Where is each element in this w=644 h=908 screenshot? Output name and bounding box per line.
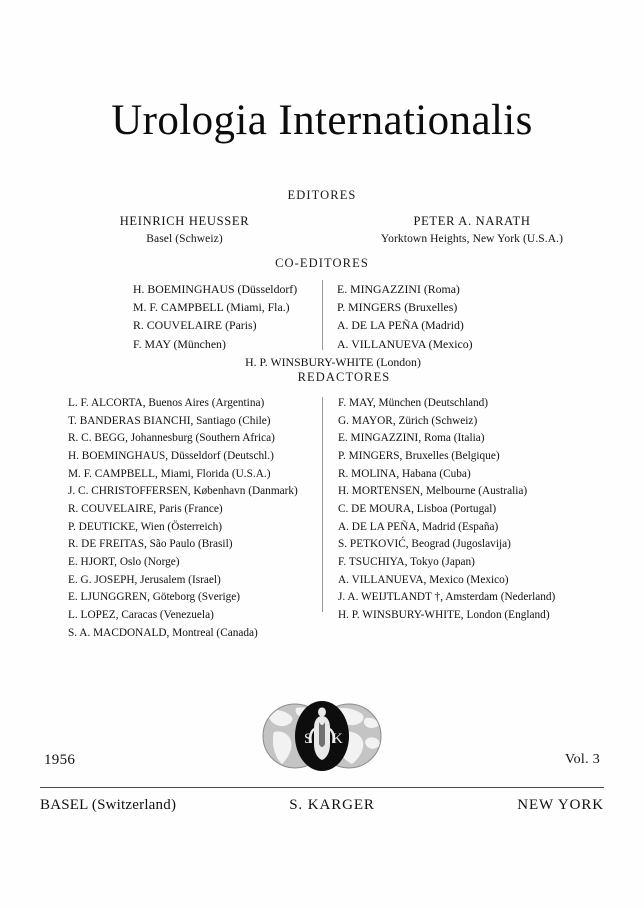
volume-number: Vol. 3 [565, 752, 600, 767]
list-item: P. MINGERS, Bruxelles (Belgique) [338, 450, 500, 463]
editores-block [0, 213, 644, 247]
redactores-column-left [68, 395, 322, 642]
list-item: J. C. CHRISTOFFERSEN, København (Danmark) [68, 485, 298, 498]
editor-name: HEINRICH HEUSSER [119, 214, 250, 228]
list-item: H. BOEMINGHAUS (Düsseldorf) [133, 282, 298, 296]
list-item: P. DEUTICKE, Wien (Österreich) [68, 520, 223, 533]
list-item: E. LJUNGGREN, Göteborg (Sverige) [68, 591, 241, 604]
imprint-city-new-york: NEW YORK [517, 797, 604, 813]
list-item: E. MINGAZZINI, Roma (Italia) [338, 432, 485, 445]
list-item: L. LOPEZ, Caracas (Venezuela) [68, 609, 214, 622]
list-item: E. G. JOSEPH, Jerusalem (Israel) [68, 573, 221, 586]
list-item: E. HJORT, Oslo (Norge) [68, 556, 180, 569]
editor-place: Basel (Schweiz) [146, 232, 223, 245]
list-item: M. F. CAMPBELL (Miami, Fla.) [133, 300, 290, 315]
list-item: A. VILLANUEVA, Mexico (Mexico) [338, 573, 509, 586]
list-item: R. DE FREITAS, São Paulo (Brasil) [68, 538, 233, 551]
list-item: S. A. MACDONALD, Montreal (Canada) [68, 626, 258, 639]
editor-place: Yorktown Heights, New York (U.S.A.) [380, 232, 564, 245]
editor-entry [77, 213, 292, 247]
editor-entry [347, 213, 597, 247]
section-heading-coeditores: CO-EDITORES [275, 256, 369, 270]
coeditores-block [0, 280, 644, 370]
list-item: G. MAYOR, Zürich (Schweiz) [338, 414, 478, 427]
list-item: A. DE LA PEÑA (Madrid) [337, 318, 464, 333]
list-item: R. COUVELAIRE (Paris) [133, 318, 257, 333]
list-item: F. MAY (München) [133, 336, 226, 351]
list-item: P. MINGERS (Bruxelles) [337, 300, 458, 315]
publication-year: 1956 [44, 752, 76, 768]
section-heading-redactores: REDACTORES [297, 370, 391, 384]
list-item: S. PETKOVIĆ, Beograd (Jugoslavija) [338, 538, 511, 551]
redactores-column-right [338, 395, 555, 642]
list-item: R. COUVELAIRE, Paris (France) [68, 503, 223, 516]
list-item: F. MAY, München (Deutschland) [338, 397, 489, 409]
logo-monogram-s: S [304, 731, 313, 747]
footer-divider-rule [40, 787, 604, 788]
list-item: R. MOLINA, Habana (Cuba) [338, 467, 471, 480]
list-item: E. MINGAZZINI (Roma) [337, 282, 460, 296]
list-item: M. F. CAMPBELL, Miami, Florida (U.S.A.) [68, 467, 271, 480]
list-item: A. VILLANUEVA (Mexico) [337, 336, 473, 351]
list-item: L. F. ALCORTA, Buenos Aires (Argentina) [68, 397, 265, 409]
column-divider [322, 280, 323, 350]
redactores-block [0, 395, 644, 642]
list-item: A. DE LA PEÑA, Madrid (España) [338, 520, 499, 533]
editor-name: PETER A. NARATH [413, 214, 531, 228]
imprint-publisher: S. KARGER [289, 797, 375, 813]
logo-monogram-k: K [332, 731, 343, 747]
redactores-columns [0, 395, 644, 642]
coeditores-columns [0, 280, 644, 353]
list-item: H. P. WINSBURY-WHITE, London (England) [338, 609, 550, 622]
list-item: H. MORTENSEN, Melbourne (Australia) [338, 485, 528, 498]
list-item: R. C. BEGG, Johannesburg (Southern Africa) [68, 432, 275, 445]
list-item: F. TSUCHIYA, Tokyo (Japan) [338, 556, 475, 569]
imprint-city-basel: BASEL (Switzerland) [40, 797, 177, 813]
coeditores-full-width-entry: H. P. WINSBURY-WHITE (London) [245, 354, 421, 369]
coeditores-column-right [337, 280, 473, 353]
list-item: H. BOEMINGHAUS, Düsseldorf (Deutschl.) [68, 450, 274, 463]
coeditores-column-left [133, 280, 323, 353]
list-item: J. A. WEIJTLANDT †, Amsterdam (Nederland) [338, 591, 556, 604]
footer-imprint-row [40, 797, 604, 823]
journal-title: Urologia Internationalis [111, 97, 533, 144]
list-item: T. BANDERAS BIANCHI, Santiago (Chile) [68, 414, 271, 427]
publisher-logo-karger [262, 698, 382, 774]
section-heading-editores: EDITORES [287, 188, 357, 202]
list-item: C. DE MOURA, Lisboa (Portugal) [338, 503, 497, 516]
column-divider [322, 397, 323, 612]
karger-globes-icon [262, 698, 382, 774]
